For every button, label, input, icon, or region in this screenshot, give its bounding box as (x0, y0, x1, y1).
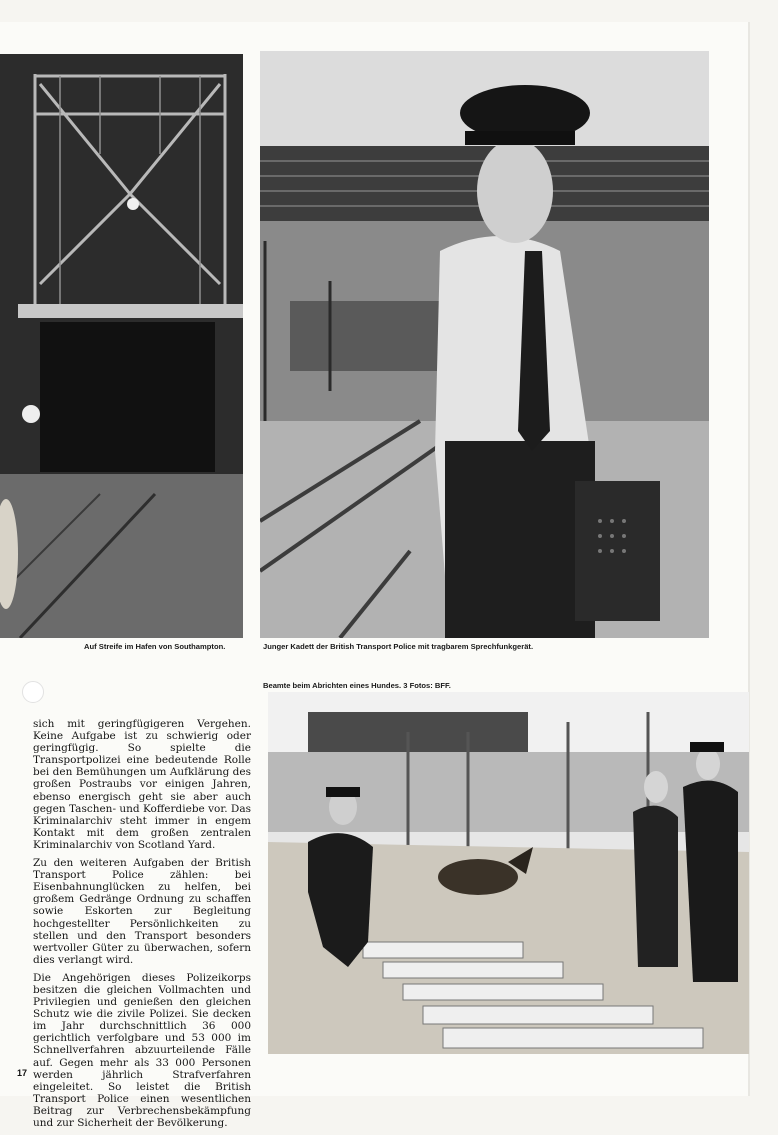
magazine-page (0, 22, 748, 1129)
dog-training-photo-caption: Beamte beim Abrichten eines Hundes. 3 Fotos: BFF. (263, 681, 451, 690)
dog-training-photo (268, 692, 749, 1054)
harbour-photo-caption: Auf Streife im Hafen von Southampton. (84, 642, 226, 651)
article-paragraph: Die Angehörigen dieses Polizeikorps besitzen die gleichen Vollmachten und Privilegien und genießen den gleichen Schutz wie die zivile Polizei. Sie decken im Jahr durchschnittlich 36 000 gerichtlich verfolgbare und 53 000 im Schnellverfahren abzuurteilende Fälle auf. Gegen mehr als 33 000 Personen werden jährlich Strafverfahren eingeleitet. So leistet die British Transport Police einen wesentlichen Beitrag zur Verbrechensbekämpfung und zur Sicherheit der Bevölkerung. (33, 971, 251, 1129)
article-body (33, 718, 251, 1135)
harbour-photo (0, 54, 243, 638)
cadet-photo (260, 51, 709, 638)
article-paragraph: Zu den weiteren Aufgaben der British Transport Police zählen: bei Eisenbahnunglücken zu helfen, bei großem Gedränge Ordnung zu schaffen sowie Eskorten zur Begleitung hochgestellter Persönlichkeiten zu stellen und den Transport besonders wertvoller Güter zu überwachen, sofern dies verlangt wird. (33, 857, 251, 966)
article-paragraph: sich mit geringfügigeren Vergehen. Keine Aufgabe ist zu schwierig oder geringfügig. So spielte die Transportpolizei eine bedeutende Rolle bei den Bemühungen um Aufklärung des großen Postraubs vor einigen Jahren, ebenso energisch geht sie aber auch gegen Taschen- und Kofferdiebe vor. Das Kriminalarchiv steht immer in engem Kontakt mit dem großen zentralen Kriminalarchiv von Scotland Yard. (33, 718, 251, 851)
cadet-photo-caption: Junger Kadett der British Transport Police mit tragbarem Sprechfunkgerät. (263, 642, 534, 651)
page-number: 17 (17, 1068, 28, 1078)
hole-punch-mark (22, 681, 44, 703)
